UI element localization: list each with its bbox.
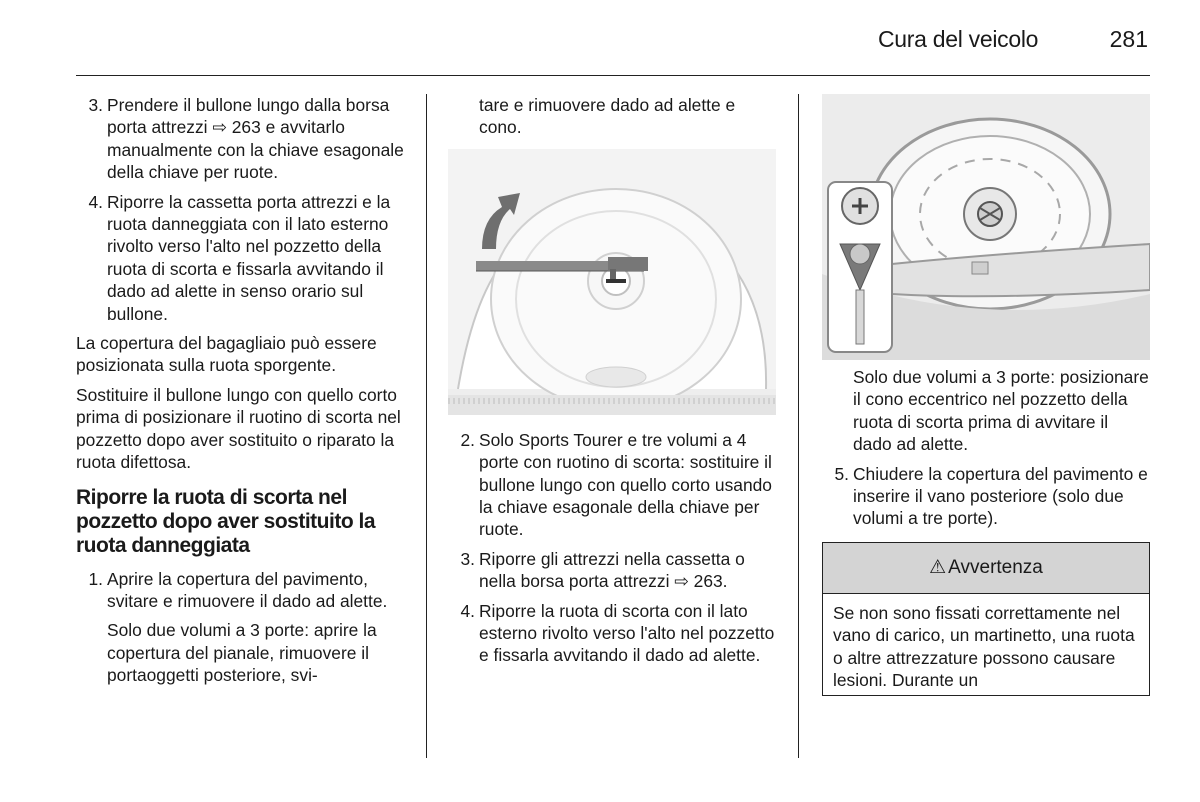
page-number: 281 [1109, 26, 1148, 52]
paragraph: Sostituire il bullone lungo con quello corto prima di posizionare il ruotino di scorta nel pozzetto dopo aver sostituito o riparato la ruota difettosa. [76, 384, 401, 473]
step-note: Solo due volumi a 3 porte: posizionare il cono eccentrico nel pozzetto della ruota di scorta prima di avvitare il dado ad alette. [853, 367, 1149, 455]
warning-body: Se non sono fissati correttamente nel vano di carico, un martinetto, una ruota o altre attrezzature possono causare lesioni. Durante un [833, 602, 1135, 691]
column-divider [426, 94, 427, 758]
warning-title: Avvertenza [948, 556, 1043, 578]
step-number: 1. [88, 568, 103, 589]
step-text: Prendere il bullone lungo dalla borsa porta attrezzi ⇨ 263 e avvitarlo manualmente con la chiave esagonale della chiave per ruote. [107, 95, 404, 183]
continued-text: tare e rimuovere dado ad alette e cono. [479, 95, 736, 138]
column-2 [448, 94, 778, 674]
step-note: Solo due volumi a 3 porte: aprire la copertura del pianale, rimuovere il portaoggetti posteriore, svi- [107, 620, 377, 686]
step-number: 3. [88, 95, 103, 115]
step-text: Riporre la ruota di scorta con il lato esterno rivolto verso l'alto nel pozzetto e fissarla avvitando il dado ad alette. [479, 600, 775, 666]
step-number: 4. [460, 600, 475, 621]
list-item [448, 429, 778, 541]
step-number: 2. [460, 429, 475, 450]
step-text: Riporre la cassetta porta attrezzi e la ruota danneggiata con il lato esterno rivolto verso l'alto nel pozzetto della ruota di scorta e fissarla avvitando il dado ad alette in senso orario sul bullone. [107, 191, 391, 324]
step-text: Solo Sports Tourer e tre volumi a 4 porte con ruotino di scorta: sostituire il bullone lungo con quello corto usando la chiave esagonale della chiave per ruote. [479, 429, 772, 540]
eccentric-cone-illustration [822, 94, 1150, 360]
warning-header [823, 543, 1149, 594]
section-title: Cura del veicolo [878, 26, 1039, 52]
column-divider [798, 94, 799, 758]
step-text: Chiudere la copertura del pavimento e inserire il vano posteriore (solo due volumi a tre porte). [853, 463, 1148, 529]
column-1 [76, 94, 408, 694]
list-item [76, 94, 408, 184]
list-item [76, 568, 408, 613]
list-item [76, 191, 408, 325]
warning-triangle-icon: ⚠ [929, 556, 947, 578]
step-text: Aprire la copertura del pavimento, svitare e rimuovere il dado ad alette. [107, 568, 388, 611]
paragraph: La copertura del bagagliaio può essere posizionata sulla ruota sporgente. [76, 333, 377, 376]
header-divider [76, 75, 1150, 76]
step-number: 4. [88, 191, 103, 212]
step-number: 5. [834, 463, 849, 484]
warning-box [822, 542, 1150, 697]
list-item [448, 600, 778, 667]
list-item [448, 548, 778, 593]
list-item [822, 463, 1150, 530]
spare-wheel-bolt-illustration [448, 149, 776, 415]
step-text: Riporre gli attrezzi nella cassetta o nella borsa porta attrezzi ⇨ 263. [479, 548, 745, 592]
step-number: 3. [460, 548, 475, 569]
column-3 [822, 94, 1150, 696]
section-heading: Riporre la ruota di scorta nel pozzetto dopo aver sostituito la ruota danneggiata [76, 485, 376, 557]
